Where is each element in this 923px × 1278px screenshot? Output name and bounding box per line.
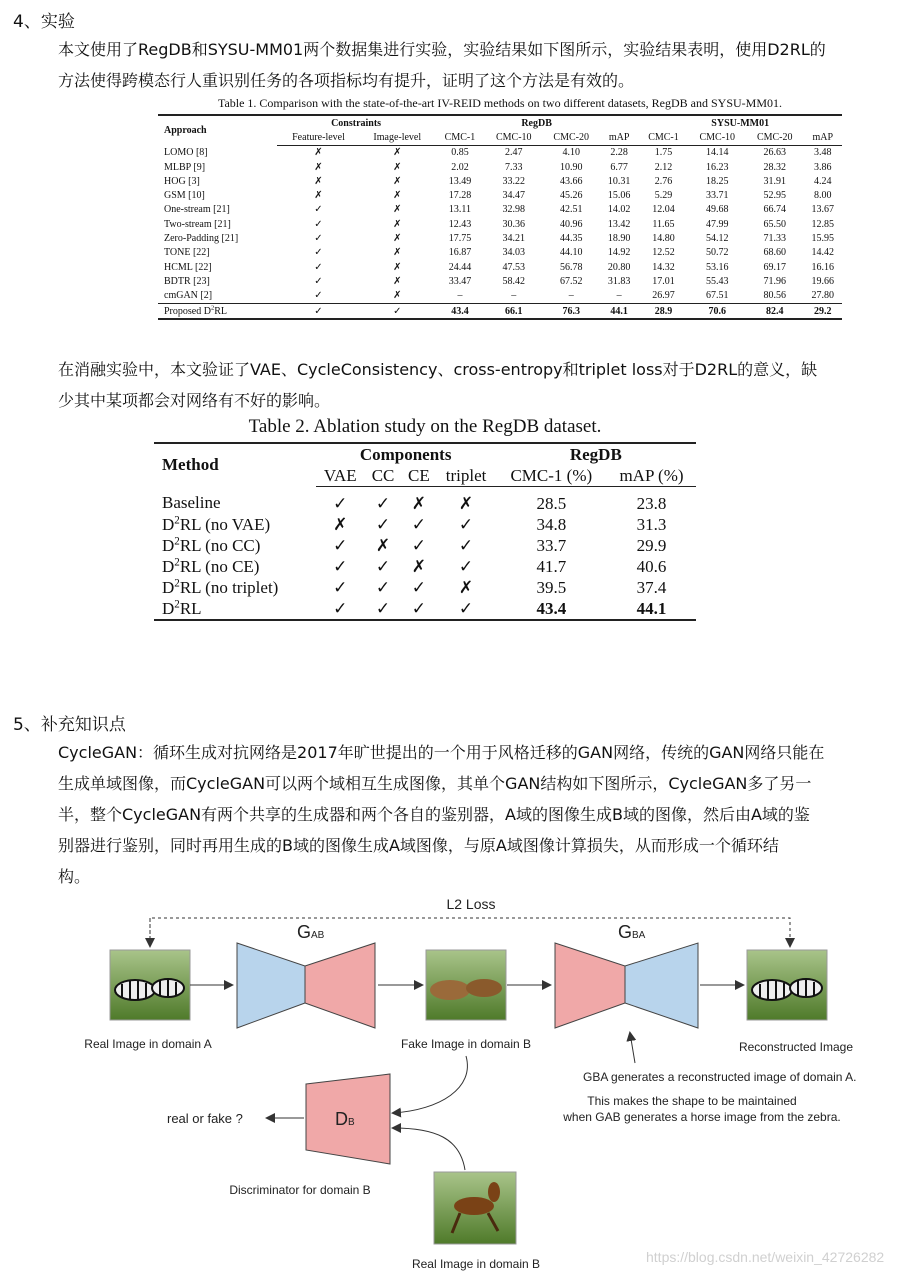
section-5-line: 生成单域图像，而CycleGAN可以两个域相互生成图像，其单个GAN结构如下图所示，CycleGAN多了另一 xyxy=(58,774,812,793)
metric-cell: 10.90 xyxy=(559,161,583,173)
metric-cell: 47.99 xyxy=(706,218,729,230)
t1-subheader: mAP xyxy=(600,130,638,145)
metric-cell: 16.16 xyxy=(811,261,834,273)
constraint-mark: ✓ xyxy=(314,247,323,259)
t1-subheader: Feature-level xyxy=(277,130,359,145)
gab-label: GAB xyxy=(297,922,325,942)
constraint-mark: ✗ xyxy=(393,247,402,259)
metric-cell: 40.6 xyxy=(636,556,667,576)
section-5-line: 构。 xyxy=(58,867,91,886)
constraint-mark: ✗ xyxy=(393,161,402,173)
metric-cell: 82.4 xyxy=(765,305,784,317)
metric-cell: 8.00 xyxy=(813,190,832,202)
metric-cell: 40.96 xyxy=(559,218,583,230)
table-1-caption: Table 1. Comparison with the state-of-the-art IV-REID methods on two different datasets, RegDB and SYSU-MM01. xyxy=(217,96,783,110)
metric-cell: 1.75 xyxy=(654,147,673,159)
metric-cell: 28.32 xyxy=(763,161,786,173)
metric-cell: 16.87 xyxy=(448,247,472,259)
approach-name: BDTR [23] xyxy=(164,275,210,287)
component-mark: ✓ xyxy=(458,514,474,534)
metric-cell: 50.72 xyxy=(706,247,729,259)
component-mark: ✗ xyxy=(333,514,348,534)
table-row xyxy=(158,246,842,260)
metric-cell: 33.7 xyxy=(536,535,567,555)
approach-name: MLBP [9] xyxy=(164,161,206,173)
t1-subheader: CMC-20 xyxy=(746,130,803,145)
component-mark: ✗ xyxy=(411,556,426,576)
metric-cell: 44.10 xyxy=(559,247,583,259)
component-mark: ✓ xyxy=(411,535,426,555)
metric-cell: 20.80 xyxy=(607,261,631,273)
metric-cell: 55.43 xyxy=(706,275,729,287)
method-name: $D^2RL$ (no triplet) xyxy=(162,576,279,597)
metric-cell: 43.4 xyxy=(536,598,567,618)
gba-label: GBA xyxy=(618,922,646,942)
ablation-intro xyxy=(58,354,913,416)
metric-cell: 19.66 xyxy=(811,275,834,287)
metric-cell: 14.02 xyxy=(607,204,631,216)
constraint-mark: ✗ xyxy=(393,290,402,302)
metric-cell: 3.48 xyxy=(813,147,832,159)
metric-cell: 56.78 xyxy=(559,261,583,273)
metric-cell: 68.60 xyxy=(763,247,786,259)
metric-cell: 24.44 xyxy=(448,261,472,273)
table-row xyxy=(158,217,842,231)
metric-cell: 28.5 xyxy=(536,493,567,513)
constraint-mark: ✓ xyxy=(314,204,323,216)
metric-cell: 2.12 xyxy=(654,161,673,173)
reconstructed-label: Reconstructed Image xyxy=(738,1040,854,1054)
section-5-line: CycleGAN：循环生成对抗网络是2017年旷世提出的一个用于风格迁移的GAN网络，传统的GAN网络只能在 xyxy=(58,743,825,762)
constraint-mark: ✗ xyxy=(393,275,402,287)
real-image-b xyxy=(434,1172,516,1244)
metric-cell: 4.10 xyxy=(562,147,580,159)
metric-cell: 32.98 xyxy=(502,204,525,216)
component-mark: ✗ xyxy=(375,535,391,555)
metric-cell: 0.85 xyxy=(451,147,469,159)
section-4-heading: 4、实验 xyxy=(13,12,75,32)
component-mark: ✓ xyxy=(411,598,426,618)
arrow-realb-to-db xyxy=(393,1128,465,1170)
metric-cell: 31.83 xyxy=(607,275,631,287)
metric-cell: 13.11 xyxy=(448,204,471,216)
component-mark: ✗ xyxy=(458,493,474,513)
metric-cell: 12.52 xyxy=(652,247,675,259)
t1-subheader: Image-level xyxy=(360,130,435,145)
component-mark: ✓ xyxy=(458,598,474,618)
approach-name: cmGAN [2] xyxy=(164,290,213,302)
constraint-mark: ✗ xyxy=(314,175,323,187)
fake-image-b xyxy=(426,950,506,1020)
component-mark: ✓ xyxy=(333,493,348,513)
metric-cell: 33.22 xyxy=(502,175,525,187)
metric-cell: 14.92 xyxy=(607,247,631,259)
metric-cell: 33.71 xyxy=(706,190,729,202)
metric-cell: 67.52 xyxy=(559,275,583,287)
t1-subheader: CMC-10 xyxy=(689,130,746,145)
metric-cell: 34.8 xyxy=(536,514,567,534)
metric-cell: 18.90 xyxy=(607,233,631,245)
metric-cell: 17.28 xyxy=(448,190,472,202)
metric-cell: 18.25 xyxy=(706,175,729,187)
metric-cell: 14.32 xyxy=(652,261,675,273)
metric-cell: 13.42 xyxy=(607,218,631,230)
metric-cell: 76.3 xyxy=(562,305,580,317)
metric-cell: 31.3 xyxy=(636,514,667,534)
discriminator-db xyxy=(306,1074,390,1164)
table-row xyxy=(154,535,696,556)
section-5-heading: 5、补充知识点 xyxy=(13,715,126,735)
table-row xyxy=(154,598,696,620)
real-image-a-label: Real Image in domain A xyxy=(84,1037,212,1051)
table-row xyxy=(154,556,696,577)
constraint-mark: ✗ xyxy=(314,147,323,159)
metric-cell: 37.4 xyxy=(636,577,667,597)
method-name: $D^2RL$ (no VAE) xyxy=(162,513,271,534)
constraint-mark: ✓ xyxy=(314,218,323,230)
metric-cell: 45.26 xyxy=(559,190,583,202)
constraint-mark: ✗ xyxy=(393,204,402,216)
metric-cell: 6.77 xyxy=(610,161,628,173)
component-mark: ✓ xyxy=(375,493,391,513)
metric-cell: – xyxy=(616,290,622,302)
table-row xyxy=(158,274,842,288)
metric-cell: – xyxy=(511,290,517,302)
table-row xyxy=(154,514,696,535)
metric-cell: 11.65 xyxy=(652,218,675,230)
metric-cell: 34.03 xyxy=(502,247,525,259)
metric-cell: 34.47 xyxy=(502,190,525,202)
component-mark: ✓ xyxy=(375,514,391,534)
section-4-paragraph xyxy=(58,34,908,96)
comparison-table xyxy=(158,96,842,320)
metric-cell: 2.76 xyxy=(654,175,673,187)
component-mark: ✓ xyxy=(458,556,474,576)
metric-cell: 17.01 xyxy=(652,275,675,287)
metric-cell: 33.47 xyxy=(448,275,472,287)
metric-cell: 49.68 xyxy=(706,204,729,216)
constraint-mark: ✗ xyxy=(393,218,402,230)
metric-cell: 14.14 xyxy=(706,147,729,159)
metric-cell: 71.33 xyxy=(763,233,786,245)
shape-note-2: when GAB generates a horse image from the zebra. xyxy=(563,1110,841,1124)
real-or-fake-label: real or fake ? xyxy=(167,1111,243,1126)
gba-note: GBA generates a reconstructed image of domain A. xyxy=(583,1070,857,1084)
metric-cell: 12.04 xyxy=(652,204,675,216)
metric-cell: 53.16 xyxy=(706,261,729,273)
metric-cell: 44.1 xyxy=(610,305,628,317)
table-row xyxy=(158,203,842,217)
metric-cell: 67.51 xyxy=(706,290,729,302)
component-mark: ✓ xyxy=(375,598,391,618)
approach-name: TONE [22] xyxy=(164,247,210,259)
approach-name: GSM [10] xyxy=(164,190,205,202)
metric-cell: 29.9 xyxy=(636,535,667,555)
section-4-line-1: 本文使用了RegDB和SYSU-MM01两个数据集进行实验，实验结果如下图所示，实验结果表明，使用D2RL的 xyxy=(58,40,826,59)
metric-cell: 41.7 xyxy=(536,556,567,576)
arrow-fake-to-db xyxy=(393,1056,467,1113)
constraint-mark: ✓ xyxy=(314,233,323,245)
section-5-paragraph xyxy=(58,737,913,892)
table-row xyxy=(158,231,842,245)
approach-name: HCML [22] xyxy=(164,261,212,273)
ablation-intro-line-2: 少其中某项都会对网络有不好的影响。 xyxy=(58,391,331,410)
section-4-line-2: 方法使得跨模态行人重识别任务的各项指标均有提升，证明了这个方法是有效的。 xyxy=(58,71,635,90)
table-2-caption: Table 2. Ablation study on the RegDB dataset. xyxy=(248,416,602,437)
constraint-mark: ✓ xyxy=(393,305,402,317)
metric-cell: 44.1 xyxy=(636,598,667,618)
t2-subheader: CE xyxy=(401,465,436,487)
table-row xyxy=(158,145,842,160)
watermark: https://blog.csdn.net/weixin_42726282 xyxy=(646,1249,885,1265)
metric-cell: 71.96 xyxy=(763,275,786,287)
t1-subheader: mAP xyxy=(803,130,842,145)
t1-subheader: CMC-1 xyxy=(435,130,485,145)
arrow-note-to-gba xyxy=(630,1033,635,1063)
generator-gab xyxy=(237,922,375,1028)
metric-cell: – xyxy=(568,290,574,302)
constraint-mark: ✗ xyxy=(393,190,402,202)
metric-cell: 69.17 xyxy=(763,261,786,273)
t2-subheader: CC xyxy=(365,465,401,487)
method-name: $D^2RL$ xyxy=(162,597,202,618)
generator-gba xyxy=(555,922,698,1028)
metric-cell: 3.86 xyxy=(813,161,832,173)
component-mark: ✓ xyxy=(458,535,474,555)
sysu-header: SYSU-MM01 xyxy=(711,117,770,129)
regdb-header-2: RegDB xyxy=(569,444,622,464)
constraints-header: Constraints xyxy=(331,117,382,129)
metric-cell: 2.28 xyxy=(610,147,628,159)
t1-subheader: CMC-10 xyxy=(485,130,542,145)
metric-cell: 66.1 xyxy=(505,305,523,317)
discriminator-label: Discriminator for domain B xyxy=(229,1183,371,1197)
metric-cell: 23.8 xyxy=(636,493,667,513)
table-row xyxy=(154,487,696,515)
metric-cell: 2.47 xyxy=(505,147,523,159)
table-row xyxy=(158,160,842,174)
fake-image-b-label: Fake Image in domain B xyxy=(400,1037,532,1051)
l2-loss-label: L2 Loss xyxy=(446,896,496,912)
db-label: DB xyxy=(335,1109,355,1129)
constraint-mark: ✓ xyxy=(314,275,323,287)
metric-cell: 52.95 xyxy=(763,190,786,202)
metric-cell: 70.6 xyxy=(708,305,727,317)
metric-cell: 15.95 xyxy=(811,233,834,245)
constraint-mark: ✗ xyxy=(393,233,402,245)
method-name: $D^2RL$ (no CE) xyxy=(162,555,260,576)
constraint-mark: ✗ xyxy=(393,261,402,273)
component-mark: ✓ xyxy=(333,556,348,576)
metric-cell: 12.85 xyxy=(811,218,834,230)
ablation-table xyxy=(154,416,696,621)
component-mark: ✓ xyxy=(411,577,426,597)
metric-cell: 58.42 xyxy=(502,275,525,287)
metric-cell: 30.36 xyxy=(502,218,525,230)
metric-cell: 27.80 xyxy=(811,290,834,302)
metric-cell: 34.21 xyxy=(502,233,525,245)
metric-cell: 28.9 xyxy=(654,305,673,317)
table-row xyxy=(158,289,842,304)
table-row xyxy=(154,577,696,598)
method-name: Baseline xyxy=(162,493,221,513)
component-mark: ✓ xyxy=(333,577,348,597)
metric-cell: 14.80 xyxy=(652,233,675,245)
metric-cell: 16.23 xyxy=(706,161,729,173)
metric-cell: 66.74 xyxy=(763,204,786,216)
metric-cell: 5.29 xyxy=(654,190,673,202)
metric-cell: 12.43 xyxy=(448,218,472,230)
metric-cell: – xyxy=(457,290,463,302)
l2-loss-bracket xyxy=(150,893,790,946)
method-header: Method xyxy=(162,455,219,475)
table-row xyxy=(158,188,842,202)
approach-name: LOMO [8] xyxy=(164,146,208,158)
metric-cell: 39.5 xyxy=(536,577,567,597)
approach-name: One-stream [21] xyxy=(164,204,230,216)
method-name: $D^2RL$ (no CC) xyxy=(162,534,261,555)
metric-cell: 47.53 xyxy=(502,261,525,273)
table-row xyxy=(158,260,842,274)
metric-cell: 15.06 xyxy=(607,190,631,202)
component-mark: ✗ xyxy=(411,493,426,513)
constraint-mark: ✗ xyxy=(393,175,402,187)
component-mark: ✓ xyxy=(375,577,391,597)
constraint-mark: ✓ xyxy=(314,305,323,317)
metric-cell: 31.91 xyxy=(763,175,786,187)
ablation-intro-line-1: 在消融实验中，本文验证了VAE、CycleConsistency、cross-entropy和triplet loss对于D2RL的意义，缺 xyxy=(58,360,818,379)
metric-cell: 2.02 xyxy=(451,161,469,173)
t2-subheader: CMC-1 (%) xyxy=(496,465,607,487)
metric-cell: 80.56 xyxy=(763,290,786,302)
metric-cell: 42.51 xyxy=(559,204,583,216)
shape-note-1: This makes the shape to be maintained xyxy=(587,1094,797,1108)
component-mark: ✓ xyxy=(411,514,426,534)
cyclegan-figure xyxy=(60,888,910,1278)
regdb-header: RegDB xyxy=(521,117,552,129)
metric-cell: 29.2 xyxy=(813,305,832,317)
metric-cell: 10.31 xyxy=(607,175,631,187)
constraint-mark: ✗ xyxy=(314,161,323,173)
constraint-mark: ✓ xyxy=(314,290,323,302)
metric-cell: 4.24 xyxy=(813,175,832,187)
approach-name: HOG [3] xyxy=(164,175,200,187)
reconstructed-image xyxy=(747,950,827,1020)
metric-cell: 26.97 xyxy=(652,290,675,302)
metric-cell: 54.12 xyxy=(706,233,729,245)
approach-name: Proposed $D^2RL$ xyxy=(164,304,227,317)
metric-cell: 7.33 xyxy=(505,161,523,173)
real-image-a xyxy=(110,950,190,1020)
metric-cell: 44.35 xyxy=(559,233,583,245)
metric-cell: 14.42 xyxy=(811,247,834,259)
component-mark: ✗ xyxy=(458,577,474,597)
constraint-mark: ✓ xyxy=(314,261,323,273)
metric-cell: 43.66 xyxy=(559,175,583,187)
metric-cell: 17.75 xyxy=(448,233,472,245)
constraint-mark: ✗ xyxy=(393,147,402,159)
t2-subheader: VAE xyxy=(316,465,365,487)
table-row xyxy=(158,174,842,188)
real-image-b-label: Real Image in domain B xyxy=(411,1257,541,1271)
component-mark: ✓ xyxy=(333,535,348,555)
approach-header: Approach xyxy=(164,125,207,137)
approach-name: Two-stream [21] xyxy=(164,218,231,230)
metric-cell: 65.50 xyxy=(763,218,786,230)
component-mark: ✓ xyxy=(375,556,391,576)
t1-subheader: CMC-20 xyxy=(542,130,599,145)
section-5-line: 半，整个CycleGAN有两个共享的生成器和两个各自的鉴别器，A域的图像生成B域的图像，然后由A域的鉴 xyxy=(58,805,810,824)
t2-subheader: triplet xyxy=(436,465,495,487)
t2-subheader: mAP (%) xyxy=(607,465,696,487)
metric-cell: 26.63 xyxy=(763,147,786,159)
approach-name: Zero-Padding [21] xyxy=(164,233,239,245)
metric-cell: 13.67 xyxy=(811,204,834,216)
component-mark: ✓ xyxy=(333,598,348,618)
metric-cell: 13.49 xyxy=(448,175,472,187)
components-header: Components xyxy=(359,444,452,464)
metric-cell: 43.4 xyxy=(451,305,469,317)
constraint-mark: ✗ xyxy=(314,190,323,202)
section-5-line: 别器进行鉴别，同时再用生成的B域的图像生成A域图像，与原A域图像计算损失，从而形成一个循环结 xyxy=(58,836,779,855)
t1-subheader: CMC-1 xyxy=(638,130,688,145)
table-row xyxy=(158,303,842,319)
